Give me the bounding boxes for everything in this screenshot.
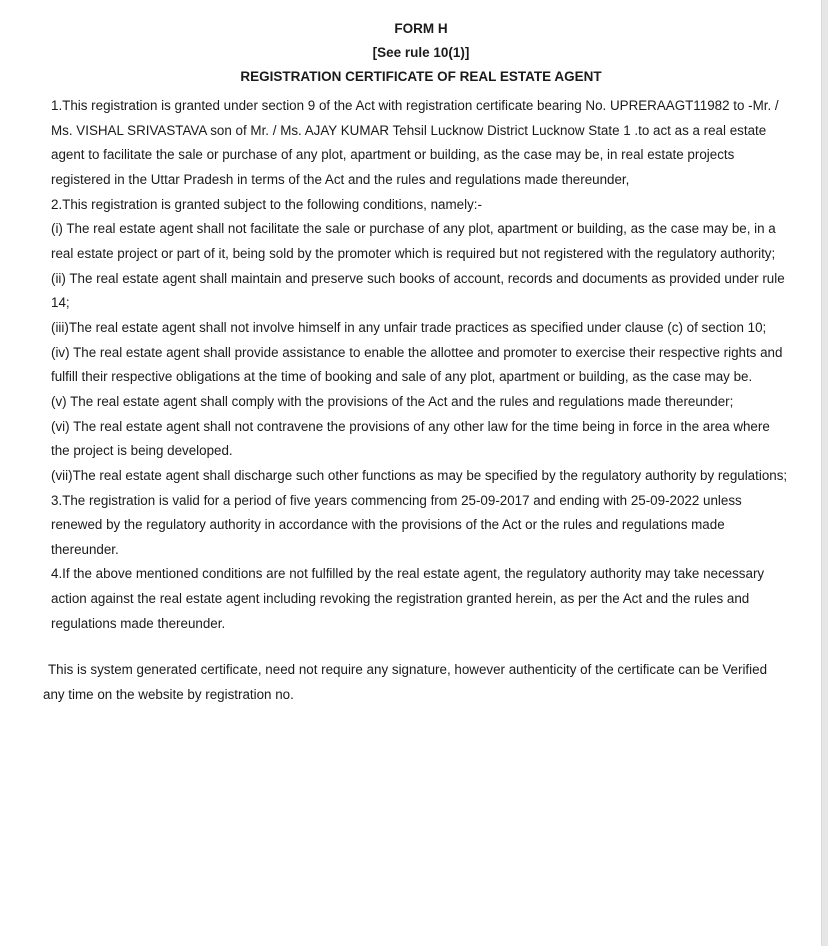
page-edge: [821, 0, 828, 946]
certificate-title: REGISTRATION CERTIFICATE OF REAL ESTATE AGENT: [240, 69, 602, 84]
body-line: renewed by the regulatory authority in accordance with the provisions of the Act or the rules and regulations made: [51, 517, 725, 533]
body-line: registered in the Uttar Pradesh in terms of the Act and the rules and regulations made thereunder,: [51, 171, 630, 187]
body-line: the project is being developed.: [51, 443, 233, 459]
body-line: fulfill their respective obligations at the time of booking and sale of any plot, apartment or building, as the case may be.: [51, 369, 753, 385]
body-line: real estate project or part of it, being sold by the promoter which is required but not registered with the regulatory authority;: [51, 245, 776, 261]
body-line: (iii)The real estate agent shall not involve himself in any unfair trade practices as specified under clause (c) of section 10;: [51, 319, 767, 335]
body-line: (vi) The real estate agent shall not contravene the provisions of any other law for the time being in force in the area where: [51, 418, 770, 434]
body-line: thereunder.: [51, 541, 119, 557]
footer-note-line-2: any time on the website by registration no.: [43, 687, 294, 702]
footer-note-line-1: This is system generated certificate, need not require any signature, however authenticity of the certificate can be Verified: [48, 662, 768, 677]
certificate-body: [51, 94, 787, 636]
body-line: 4.If the above mentioned conditions are not fulfilled by the real estate agent, the regulatory authority may take necessary: [51, 566, 765, 582]
body-line: (iv) The real estate agent shall provide assistance to enable the allottee and promoter to exercise their respective rights and: [51, 344, 783, 360]
body-line: 1.This registration is granted under section 9 of the Act with registration certificate bearing No. UPRERAAGT11982 to -Mr. /: [51, 98, 779, 113]
body-line: regulations made thereunder.: [51, 615, 226, 631]
body-line: 2.This registration is granted subject to the following conditions, namely:-: [51, 196, 482, 212]
body-line: action against the real estate agent including revoking the registration granted herein, as per the Act and the rules and: [51, 591, 750, 607]
body-line: (ii) The real estate agent shall maintain and preserve such books of account, records and documents as provided under rule: [51, 270, 785, 286]
form-heading: FORM H: [394, 21, 448, 36]
body-line: (i) The real estate agent shall not facilitate the sale or purchase of any plot, apartment or building, as the case may be, in a: [51, 221, 776, 237]
body-line: (v) The real estate agent shall comply with the provisions of the Act and the rules and regulations made thereunder;: [51, 393, 734, 409]
body-line: (vii)The real estate agent shall discharge such other functions as may be specified by the regulatory authority by regulations;: [51, 467, 788, 483]
body-line: Ms. VISHAL SRIVASTAVA son of Mr. / Ms. AJAY KUMAR Tehsil Lucknow District Lucknow State 1 .to act as a real estate: [51, 122, 767, 138]
body-line: 3.The registration is valid for a period of five years commencing from 25-09-2017 and ending with 25-09-2022 unless: [51, 492, 742, 508]
body-line: agent to facilitate the sale or purchase of any plot, apartment or building, as the case may be, in real estate projects: [51, 147, 735, 163]
body-line: 14;: [51, 295, 70, 311]
rule-reference: [See rule 10(1)]: [372, 45, 470, 60]
